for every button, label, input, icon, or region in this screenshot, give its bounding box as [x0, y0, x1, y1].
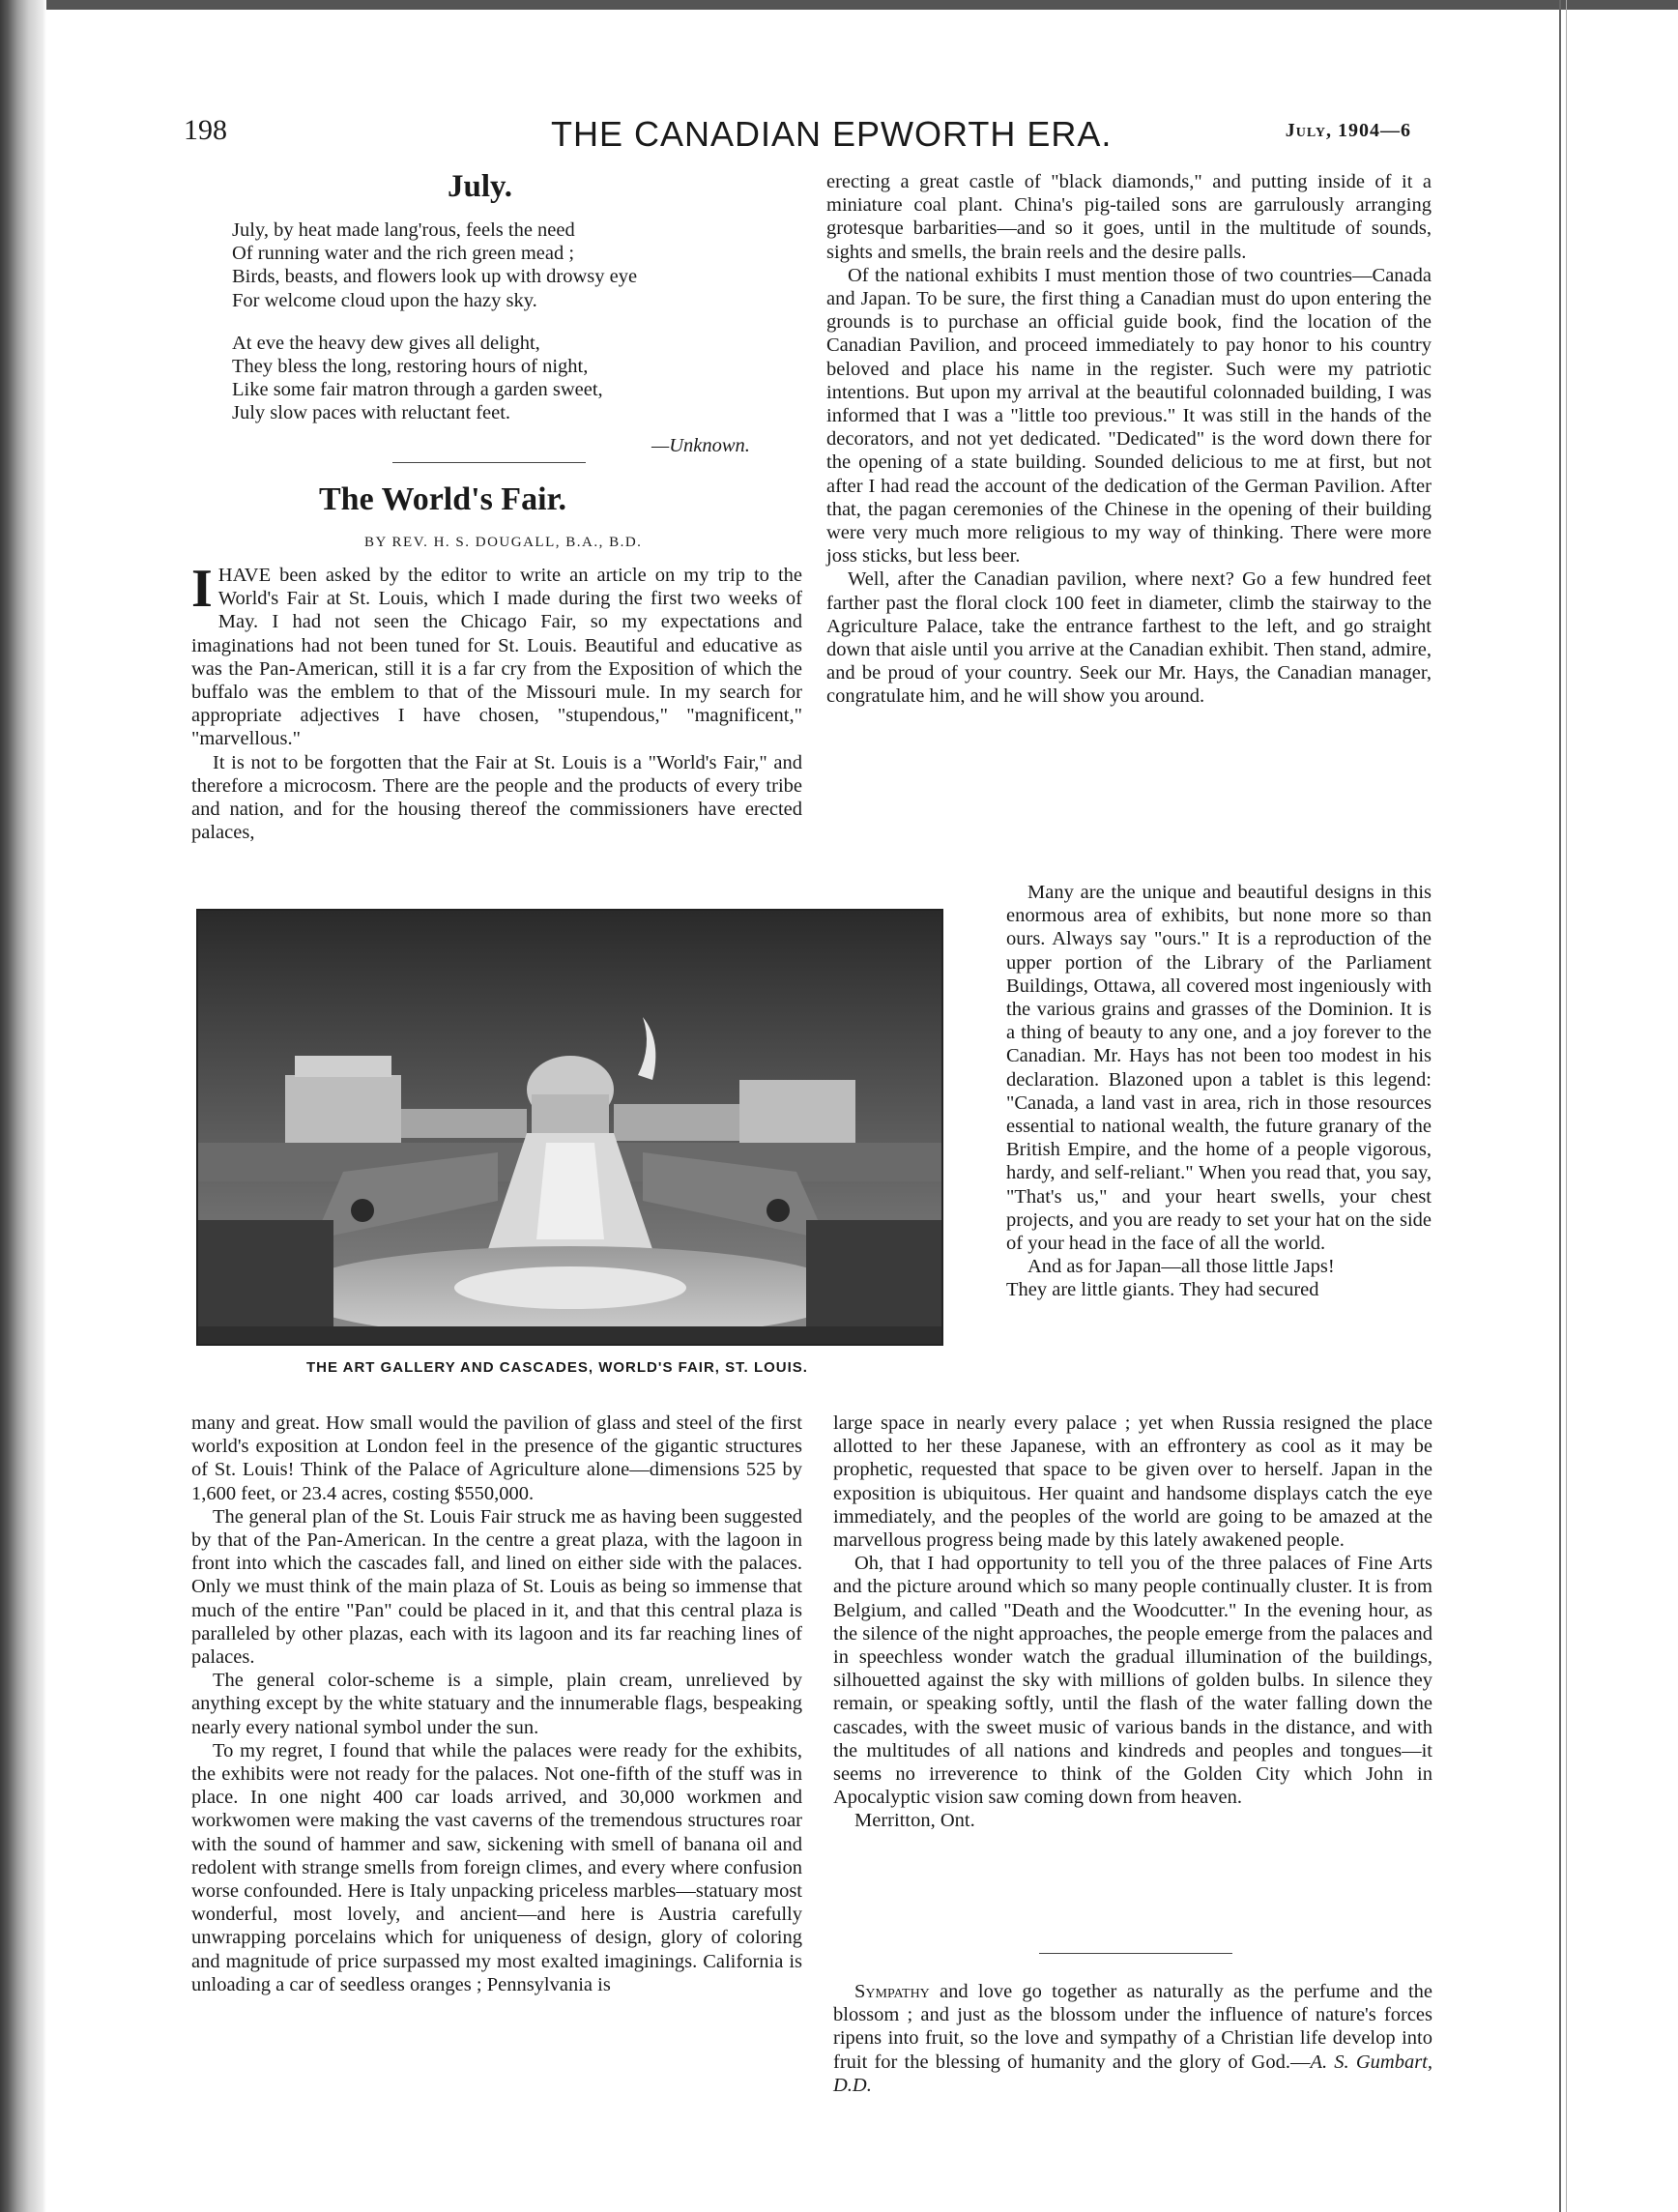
article-byline: BY REV. H. S. DOUGALL, B.A., B.D.: [364, 535, 643, 550]
article-paragraph: The general plan of the St. Louis Fair struck me as having been suggested by that of the Pan-American. In the centre a great plaza, with the lagoon in front into which the cascades fall, and lined on either side with the palaces. Only we must think of the main plaza of St. Louis as being so immense that much of the entire "Pan" could be placed in it, and that this central plaza is paralleled by other plazas, each with its lagoon and its far reaching lines of palaces.: [191, 1505, 802, 1669]
poem-body: [232, 218, 637, 445]
left-column-top: [191, 559, 802, 844]
article-paragraph: Well, after the Canadian pavilion, where next? Go a few hundred feet farther past the floral clock 100 feet in diameter, climb the stairway to the Agriculture Palace, take the entrance farthest to the left, and go straight down that aisle until you arrive at the Canadian exhibit. Then stand, admire, and be proud of your country. Seek our Mr. Hays, the Canadian manager, congratulate him, and he will show you around.: [826, 568, 1432, 708]
quote-paragraph: [833, 1980, 1432, 2097]
poem-line: Birds, beasts, and flowers look up with drowsy eye: [232, 266, 638, 288]
poem-line: Like some fair matron through a garden sweet,: [232, 379, 603, 401]
article-paragraph: large space in nearly every palace ; yet when Russia resigned the place allotted to her these Japanese, with an effrontery as cool as it may be prophetic, requested that space to be given over to herself. Japan in the exposition is ubiquitous. Her quaint and handsome displays catch the eye immediately, and the peoples of the world are going to be amazed at the marvellous progress being made by this lately awakened people.: [833, 1412, 1432, 1552]
quote-text: and love go together as naturally as the perfume and the blossom ; and just as the blossom under the influence of nature's forces ripens into fruit, so the love and sympathy of a Christian life develop into fruit for the blessing of humanity and the glory of God.—: [833, 1981, 1432, 2073]
poem-stanza: [232, 218, 637, 312]
poem-line: July slow paces with reluctant feet.: [232, 402, 511, 424]
right-margin-rule-inner: [1566, 0, 1567, 2212]
article-paragraph: And as for Japan—all those little Japs!: [1027, 1256, 1335, 1278]
poem-line: For welcome cloud upon the hazy sky.: [232, 289, 537, 311]
page-binding-edge: [0, 0, 46, 2212]
article-paragraph: erecting a great castle of "black diamonds," and putting inside of it a miniature coal plant. China's pig-tailed sons are garrulously arranging grotesque barbarities—and so it goes, until in the multitude of sounds, sights and smells, the brain reels and the desire palls.: [826, 171, 1432, 263]
issue-date: July, 1904—6: [1285, 120, 1411, 141]
article-paragraph: It is not to be forgotten that the Fair at St. Louis is a "World's Fair," and therefore a microcosm. There are the people and the products of every tribe and nation, and for the housing thereof the commissioners have erected palaces,: [191, 751, 802, 844]
poem-attribution: —Unknown.: [651, 435, 750, 456]
art-gallery-cascades-image: [198, 911, 941, 1344]
sympathy-quote: [833, 1980, 1432, 2097]
poem-title: July.: [448, 169, 512, 204]
article-paragraph: Of the national exhibits I must mention those of two countries—Canada and Japan. To be sure, the first thing a Canadian must do upon entering the grounds is to purchase an official guide book, find the location of the Canadian Pavilion, and proceed immediately to pay honor to his country beloved and place his name in the register. Such were my patriotic intentions. But upon my arrival at the beautiful colonnaded building, I was informed that I was a "little too previous." It was still in the hands of the decorators, and not yet dedicated. "Dedicated" is the word down there for the opening of a state building. Sounded delicious to me at first, but not after I had read the account of the dedication of the German Pavilion. After that, the pagan ceremonies of the Chinese in the opening of their building were very much more religious to my way of thinking. There were more joss sticks, but less beer.: [826, 264, 1432, 568]
figure-caption: THE ART GALLERY AND CASCADES, WORLD'S FAIR, ST. LOUIS.: [306, 1359, 808, 1376]
right-column-bottom: [833, 1412, 1432, 1833]
journal-title: THE CANADIAN EPWORTH ERA.: [551, 114, 1113, 154]
poem-line: July, by heat made lang'rous, feels the need: [232, 219, 575, 241]
article-paragraph: To my regret, I found that while the palaces were ready for the exhibits, the exhibits were not ready for the palaces. Not one-fifth of the stuff was in place. In one night 400 car loads arrived, and 30,000 workmen and workwomen were making the vast caverns of the tremendous structures roar with the sound of hammer and saw, sickening with smell of banana oil and redolent with strange smells from foreign climes, and every where confusion worse confounded. Here is Italy unpacking priceless marbles—statuary most wonderful, most lovely, and ancient—and here is Austria carefully unwrapping porcelains which for uniqueness of design, glory of coloring and magnitude of price surpassed my most exalted imaginings. California is unloading a car of seedless oranges ; Pennsylvania is: [191, 1739, 802, 1995]
article-signoff: Merritton, Ont.: [854, 1810, 975, 1832]
right-margin-rule: [1559, 0, 1561, 2212]
right-column-top: [826, 170, 1432, 709]
poem-stanza: [232, 332, 637, 425]
left-column-bottom: [191, 1412, 802, 1996]
drop-cap: I: [191, 559, 213, 619]
article-paragraph: IHAVE been asked by the editor to write an article on my trip to the World's Fair at St. Louis, which I made during the first two weeks of May. I had not seen the Chicago Fair, so my expectations and imaginations had not been tuned for St. Louis. Beautiful and educative as was the Pan-American, still it is a far cry from the Exposition of which the buffalo was the emblem to that of the Missouri mule. In my search for appropriate adjectives I have chosen, "stupendous," "magnificent," "marvellous.": [191, 559, 802, 750]
page-number: 198: [184, 114, 227, 146]
article-paragraph: Oh, that I had opportunity to tell you of the three palaces of Fine Arts and the picture around which so many people continually cluster. It is from Belgium, and called "Death and the Woodcutter." In the evening hour, as the silence of the night approaches, the people emerge from the palaces and in speechless wonder watch the gradual illumination of the buildings, silhouetted against the sky with millions of golden bulbs. In silence they remain, or speaking softly, until the flash of the water falling down the cascades, with the sweet music of various bands in the distance, and with the multitudes of all nations and kindreds and peoples and tongues—it seems no irreverence to think of the Golden City which John in Apocalyptic vision saw coming down from heaven.: [833, 1553, 1432, 1809]
article-paragraph: The general color-scheme is a simple, plain cream, unrelieved by anything except by the white statuary and the innumerable flags, bespeaking nearly every national symbol under the sun.: [191, 1670, 802, 1738]
article-paragraph-line: They are little giants. They had secured: [1006, 1279, 1319, 1301]
article-paragraph: many and great. How small would the pavilion of glass and steel of the first world's exposition at London feel in the presence of the gigantic structures of St. Louis! Think of the Palace of Agriculture alone—dimensions 525 by 1,600 feet, or 23.4 acres, costing $550,000.: [191, 1412, 802, 1504]
right-column-middle: [1006, 881, 1432, 1302]
running-header: [184, 114, 1440, 153]
article-title: The World's Fair.: [319, 481, 566, 517]
top-border: [46, 0, 1678, 10]
poem-line: Of running water and the rich green mead ;: [232, 243, 575, 265]
section-divider: [1039, 1953, 1232, 1954]
quote-author: A. S. Gumbart, D.D.: [833, 2051, 1433, 2096]
poem-line: At eve the heavy dew gives all delight,: [232, 332, 540, 354]
quote-lead: Sympathy: [854, 1981, 930, 2002]
article-paragraph: Many are the unique and beautiful designs in this enormous area of exhibits, but none more so than ours. Always say "ours." It is a reproduction of the upper portion of the Library of the Parliament Buildings, Ottawa, all covered most ingeniously with the various grains and grasses of the Dominion. It is a thing of beauty to any one, and a joy forever to the Canadian. Mr. Hays has not been too modest in his declaration. Blazoned upon a tablet is this legend: "Canada, a land vast in area, rich in those resources essential to national wealth, the future granary of the British Empire, and the home of a people vigorous, hardy, and self-reliant." When you read that, you say, "That's us," and your heart swells, your chest projects, and you are ready to set your hat on the side of your head in the face of all the world.: [1006, 882, 1432, 1255]
fair-photograph: [196, 909, 943, 1346]
section-divider: [392, 462, 586, 463]
poem-line: They bless the long, restoring hours of night,: [232, 356, 589, 378]
